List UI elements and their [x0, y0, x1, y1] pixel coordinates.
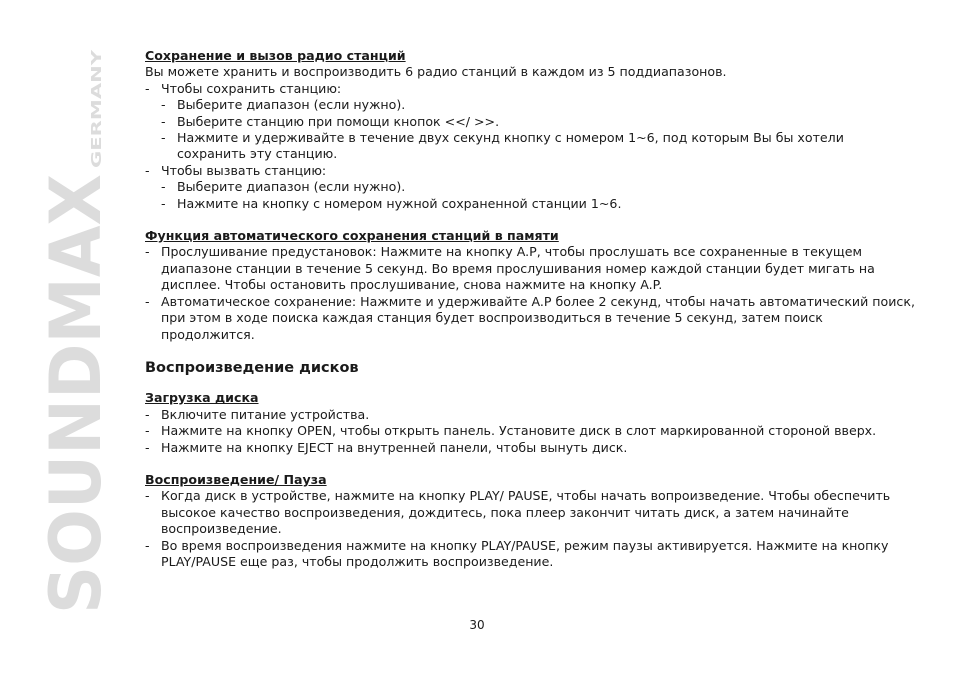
list-item: - Нажмите на кнопку с номером нужной сохраненной станции 1~6. — [161, 195, 622, 211]
list-item: - Выберите станцию при помощи кнопок <</ >>. — [161, 113, 500, 129]
list-item: - Выберите диапазон (если нужно). — [161, 179, 406, 195]
heading-disc-playback: Воспроизведение дисков — [145, 359, 359, 376]
store-intro: Вы можете хранить и воспроизводить 6 радио станций в каждом из 5 поддиапазонов. — [145, 64, 727, 80]
heading-auto-store: Функция автоматического сохранения станций в памяти — [145, 228, 559, 244]
page-number: 30 — [469, 618, 485, 632]
list-item: - Автоматическое сохранение: Нажмите и удерживайте A.P более 2 секунд, чтобы начать автоматический поиск, при этом в ходе поиска каждая станция будет воспроизводиться в течение 5 секунд, затем поиск продолжится. — [145, 293, 915, 342]
soundmax-logo — [35, 42, 117, 617]
page-content — [145, 48, 915, 570]
logo-brand: SOUNDMAX — [35, 152, 117, 614]
list-item: - Во время воспроизведения нажмите на кнопку PLAY/PAUSE, режим паузы активируется. Нажмите на кнопку PLAY/PAUSE еще раз, чтобы продолжить воспроизведение. — [145, 537, 889, 569]
list-item: - Выберите диапазон (если нужно). — [161, 97, 406, 113]
logo-sub: GERMANY — [90, 95, 105, 168]
list-item: - Включите питание устройства. — [145, 406, 370, 422]
heading-load-disc: Загрузка диска — [145, 390, 259, 406]
list-item: - Когда диск в устройстве, нажмите на кнопку PLAY/ PAUSE, чтобы начать вопроизведение. Чтобы обеспечить высокое качество воспроизведения, дождитесь, пока плеер закончит читать диск, а затем начинайте воспроизведение. — [145, 488, 891, 537]
list-item: - Чтобы вызвать станцию: — [145, 162, 327, 178]
list-item: - Нажмите на кнопку OPEN, чтобы открыть панель. Установите диск в слот маркированной стороной вверх. — [145, 423, 877, 439]
heading-play-pause: Воспроизведение/ Пауза — [145, 471, 327, 487]
heading-store-recall: Сохранение и вызов радио станций — [145, 48, 406, 63]
list-item: - Прослушивание предустановок: Нажмите на кнопку A.P, чтобы прослушать все сохраненные в текущем диапазоне станции в течение 5 секунд. Во время прослушивания номер каждой станции будет мигать на дисплее. Чтобы остановить прослушивание, снова нажмите на кнопку A.P. — [145, 244, 875, 293]
list-item: - Нажмите на кнопку EJECT на внутренней панели, чтобы вынуть диск. — [145, 439, 628, 455]
list-item: - Чтобы сохранить станцию: — [145, 80, 342, 96]
list-item: - Нажмите и удерживайте в течение двух секунд кнопку с номером 1~6, под которым Вы бы хотели сохранить эту станцию. — [161, 130, 844, 162]
